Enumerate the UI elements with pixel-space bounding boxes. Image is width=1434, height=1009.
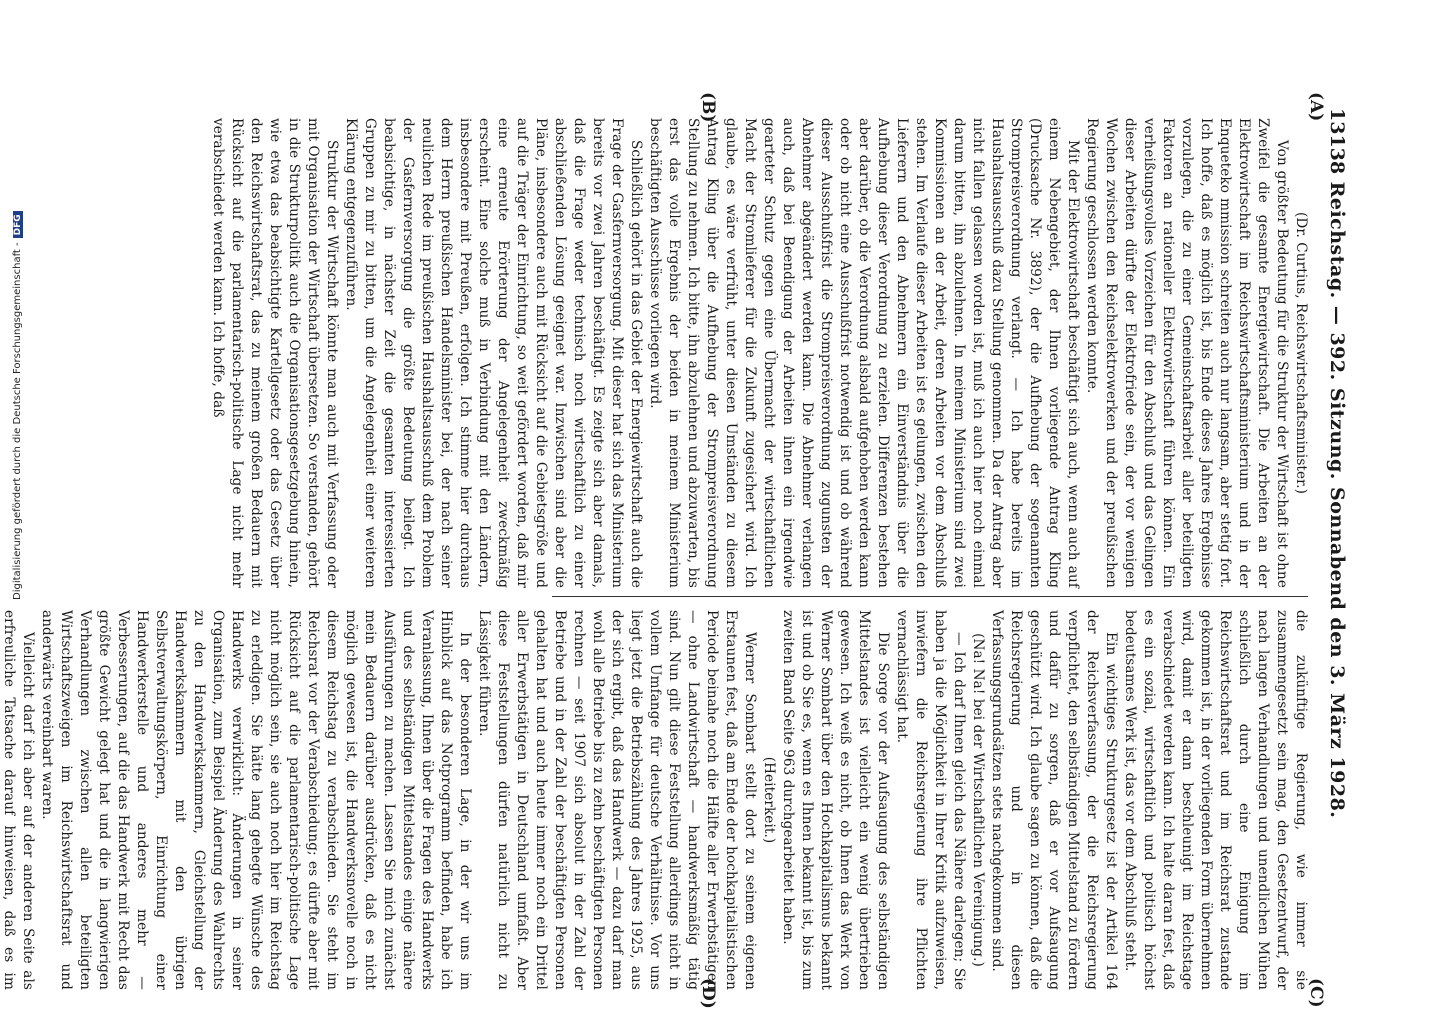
dfg-logo: DFG — [13, 211, 23, 238]
paragraph: Mit der Elektrowirtschaft beschäftigt sich auch, wenn auch auf einem Nebengebiet, der Ihnen vorliegende Antrag Kling (Drucksache Nr. 3892), der die Aufhebung der sogenannten Strompreisverordnung verlangt. — Ich habe bereits im Haushaltsausschuß dazu Stellung genommen. Da der Antrag aber nicht fallen gelassen worden ist, muß ich auch hier noch einmal darum bitten, ihn abzulehnen. In meinem Ministerium sind zwei Kommissionen an der Arbeit, deren Arbeiten vor dem Abschluß stehen. Im Verlaufe dieser Arbeiten ist es gelungen, zwischen den Lieferern und den Abnehmern ein Einverständnis über die Aufhebung dieser Verordnung zu erzielen. Differenzen bestehen aber darüber, ob die Verordnung alsbald aufgehoben werden kann oder ob nicht eine Ausschußfrist notwendig ist und ob während dieser Ausschußfrist die Strompreisverordnung zugunsten der Abnehmer abgeändert werden kann. Die Abnehmer verlangen auch, daß bei Beendigung der Arbeiten ihnen ein irgendwie gearteter Schutz gegen eine Übermacht der wirtschaftlichen Macht der Stromlieferer für die Zukunft zugesichert wird. Ich glaube, es wäre verfrüht, unter diesen Umständen zu diesem Antrag Kling über die Aufhebung der Strompreisverordnung Stellung zu nehmen. Ich bitte, ihn abzulehnen und abzuwarten, bis erst das volle Ergebnis der beiden in meinem Ministerium beschäftigten Ausschüsse vorliegen wird. — [647, 118, 1081, 588]
margin-marker-b: (B) — [698, 92, 718, 123]
column-divider — [552, 596, 1308, 597]
paragraph: Von größter Bedeutung für die Struktur der Wirtschaft ist ohne Zweifel die gesamte Energiewirtschaft. Die Arbeiten an der Elektrowirtschaft im Reichswirtschaftsministerium und in der Enqueteko mmission schreiten auch nur langsam, aber stetig fort. Ich hoffe, daß es möglich ist, bis Ende dieses Jahres Ergebnisse vorzulegen, die zu einer Gemeinschaftsarbeit aller beteiligten Faktoren an rationeller Elektrowirtschaft führen können. Ein verheißungsvolles Vorzeichen für den Abschluß und das Gelingen dieser Arbeiten dürfte der Elektrofriede sein, der vor wenigen Wochen zwischen den Reichselektrowerken und der preußischen Regierung geschlossen werden konnte. — [1084, 118, 1290, 588]
interjection: (Na! Na! bei der Wirtschaftlichen Vereinigung.) — [970, 633, 986, 967]
paragraph: Schließlich gehört in das Gebiet der Energiewirtschaft auch die Frage der Gasfernversorgung. Mit dieser hat sich das Ministerium bereits vor zwei Jahren beschäftigt. Es zeigte sich aber damals, daß die Frage weder technisch noch wirtschaftlich zu einer abschließenden Lösung geeignet war. Inzwischen sind aber die Pläne, insbesondere auch mit Rücksicht auf die Gebietsgröße und auf die Träger der Einrichtung, so weit gefördert worden, daß mir eine erneute Erörterung der Angelegenheit zweckmäßig erscheint. Eine solche muß in Verbindung mit den Ländern, insbesondere mit Preußen, erfolgen. Ich stimme hier durchaus dem Herrn preußischen Handelsminister bei, der nach seiner neulichen Rede im preußischen Haushaltsausschuß dem Problem der Gasfernversorgung die größte Bedeutung beilegt. Ich beabsichtige, in nächster Zeit die gesamten interessierten Gruppen zu mir zu bitten, um die Angelegenheit einer weiteren Klärung entgegenzuführen. — [343, 118, 644, 588]
margin-marker-d: (D) — [698, 978, 718, 1009]
right-column — [1, 610, 1310, 990]
paragraph: Ein wichtiges Strukturgesetz ist der Artikel 164 der Reichsverfassung, der die Reichsregierung verpflichtet, den selbständigen Mittelstand zu fördern und dafür zu sorgen, daß er vor Aufsaugung geschützt wird. Ich glaube sagen zu können, daß die Reichsregierung und in diesen Verfassungsgrundsätzen stets nachgekommen sind. — [989, 610, 1119, 990]
page-header — [1314, 0, 1354, 1000]
speaker-line: (Dr. Curtius, Reichswirtschaftsminister.) — [1293, 211, 1309, 495]
paragraph: Struktur der Wirtschaft könnte man auch mit Verfassung oder mit Organisation der Wirtschaft übersetzen. So verstanden, gehört in die Strukturpolitik auch die Organisationsgesetzgebung hinein, wie etwa das beabsichtigte Kartellgesetz oder das Gesetz über den Reichswirtschaftsrat, das zu meinem großen Bedauern mit Rücksicht auf die parlamentarisch-politische Lage nicht mehr verabschiedet werden kann. Ich hoffe, daß — [210, 118, 340, 588]
paragraph: — Ich darf Ihnen gleich das Nähere darlegen; Sie haben ja die Möglichkeit in Ihrer Kritik aufzuweisen, inwiefern die Reichsregierung ihre Pflichten vernachlässigt hat. — [894, 610, 967, 990]
page-number: 13138 — [1326, 108, 1348, 175]
paragraph: Vielleicht darf ich aber auf der anderen Seite als erfreuliche Tatsache darauf hinweisen, daß es im — [1, 610, 36, 990]
paragraph: In der besonderen Lage, in der wir uns im Hinblick auf das Notprogramm befinden, habe ich Veranlassung, Ihnen über die Fragen des Handwerks und des selbständigen Mittelstandes einige nähere Ausführungen zu machen. Lassen Sie mich zunächst mein Bedauern darüber ausdrücken, daß es nicht möglich gewesen ist, die Handwerksnovelle noch in diesem Reichstag zu verabschieden. Sie steht im Reichsrat vor der Verabschiedung; es dürfte aber mit Rücksicht auf die parlamentarisch-politische Lage nicht möglich sein, sie auch noch hier im Reichstag zu erledigen. Sie hätte lang gehegte Wünsche des Handwerks verwirklicht: Änderungen in seiner Organisation, zum Beispiel Änderung des Wahlrechts zu den Handwerkskammern, Gleichstellung der Handwerkskammern mit den übrigen Selbstverwaltungskörpern, Einrichtung einer Handwerkerstelle und anderes mehr — Verbesserungen, auf die das Handwerk mit Recht das größte Gewicht gelegt hat und die in langwierigen Verhandlungen zwischen allen beteiligten Wirtschaftszweigen im Reichswirtschaftsrat und anderwärts vereinbart waren. — [39, 610, 473, 990]
paragraph: die zukünftige Regierung, wie immer sie zusammengesetzt sein mag, den Gesetzentwurf, der nach langen Verhandlungen und unendlichen Mühen schließlich durch eine Einigung im Reichswirtschaftsrat und im Reichsrat zustande gekommen ist, in der vorliegenden Form übernehmen wird, damit er dann beschleunigt im Reichstage verabschiedet werden kann. Ich halte daran fest, daß es ein sozial, wirtschaftlich und politisch höchst bedeutsames Werk ist, das vor dem Abschluß steht. — [1122, 610, 1309, 990]
margin-marker-a: (A) — [1306, 92, 1326, 122]
left-column — [210, 118, 1310, 588]
paragraph: Die Sorge vor der Aufsaugung des selbständigen Mittelstandes ist vielleicht ein wenig übertrieben gewesen. Ich weiß es nicht, ob Ihnen das Werk von Werner Sombart über den Hochkapitalismus bekannt ist und ob Sie es, wenn es Ihnen bekannt ist, bis zum zweiten Band Seite 963 durchgearbeitet haben. — [780, 610, 891, 990]
page-title: Reichstag. — 392. Sitzung. Sonnabend den 3. März 1928. — [1326, 181, 1348, 819]
interjection: (Heiterkeit.) — [761, 756, 777, 844]
digitization-text — [12, 211, 23, 600]
funding-note: Digitalisierung gefördert durch die Deutsche Forschungsgemeinschaft - — [12, 242, 23, 600]
margin-marker-c: (C) — [1306, 978, 1326, 1008]
paragraph: Werner Sombart stellt dort zu seinem eigenen Erstaunen fest, daß am Ende der hochkapitalistischen Periode beinahe noch die Hälfte aller Erwerbstätigen — ohne Landwirtschaft — handwerksmäßig tätig sind. Nun gilt diese Feststellung allerdings nicht in vollem Umfange für deutsche Verhältnisse. Vor uns liegt jetzt die Betriebszählung des Jahres 1925, aus der sich ergibt, daß das Handwerk — dazu darf man wohl alle Betriebe bis zu zehn beschäftigten Personen rechnen — seit 1907 sich absolut in der Zahl der Betriebe und in der Zahl der beschäftigten Personen gehalten hat und auch heute immer noch ein Drittel aller Erwerbstätigen in Deutschland umfaßt. Aber diese Feststellungen dürfen natürlich nicht zu Lässigkeit führen. — [476, 610, 758, 990]
